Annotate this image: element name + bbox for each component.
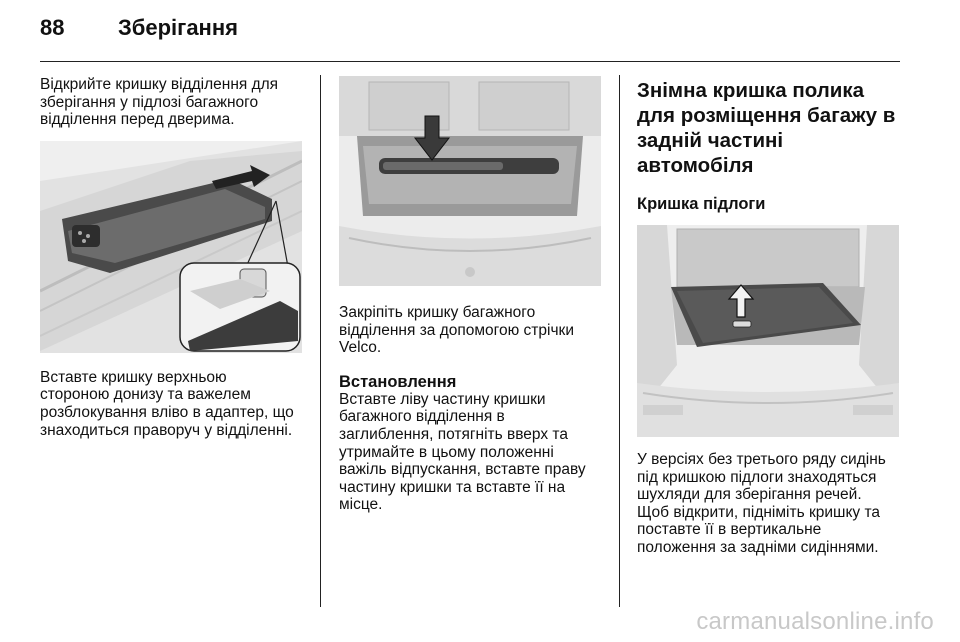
section-heading-installation: Встановлення (339, 372, 457, 391)
page-number: 88 (40, 15, 65, 40)
column-3 (637, 76, 907, 557)
column-2 (339, 76, 603, 514)
floor-cover-body: У версіях без третього ряду сидінь під кришкою підлоги знаходяться шухляди для зберігання речей. Щоб відкрити, підніміть кришку та поставте її в вертикальне положення за задніми сидіннями. (637, 451, 886, 556)
section-heading-removable-floor: Знімна кришка полика для розміщення багажу в задній частині автомобіля (637, 79, 896, 177)
cover-insert-illustration (40, 141, 302, 353)
caption-velcro: Закріпіть кришку багажного відділення за допомогою стрічки Velco. (339, 304, 574, 357)
intro-paragraph: Відкрийте кришку відділення для зберігання у підлозі багажного відділення перед дверима. (40, 76, 279, 129)
caption-insert-cover: Вставте кришку верхньою стороною донизу та важелем розблокування вліво в адаптер, що знаходиться праворуч у відділенні. (40, 368, 294, 439)
column-1 (40, 76, 304, 439)
floor-cover-illustration (637, 225, 899, 437)
velcro-strap-illustration (339, 76, 601, 286)
column-divider (320, 75, 321, 607)
column-divider (619, 75, 620, 607)
subheading-floor-cover: Кришка підлоги (637, 195, 766, 213)
installation-body: Вставте ліву частину кришки багажного відділення в заглиблення, потягніть вверх та утримайте в цьому положенні важіль відпускання, вставте праву частину кришки та вставте її на місце. (339, 390, 586, 514)
site-watermark: carmanualsonline.info (696, 608, 934, 635)
header-rule (40, 61, 900, 62)
page-header (40, 15, 238, 45)
page-title: Зберігання (118, 15, 238, 40)
